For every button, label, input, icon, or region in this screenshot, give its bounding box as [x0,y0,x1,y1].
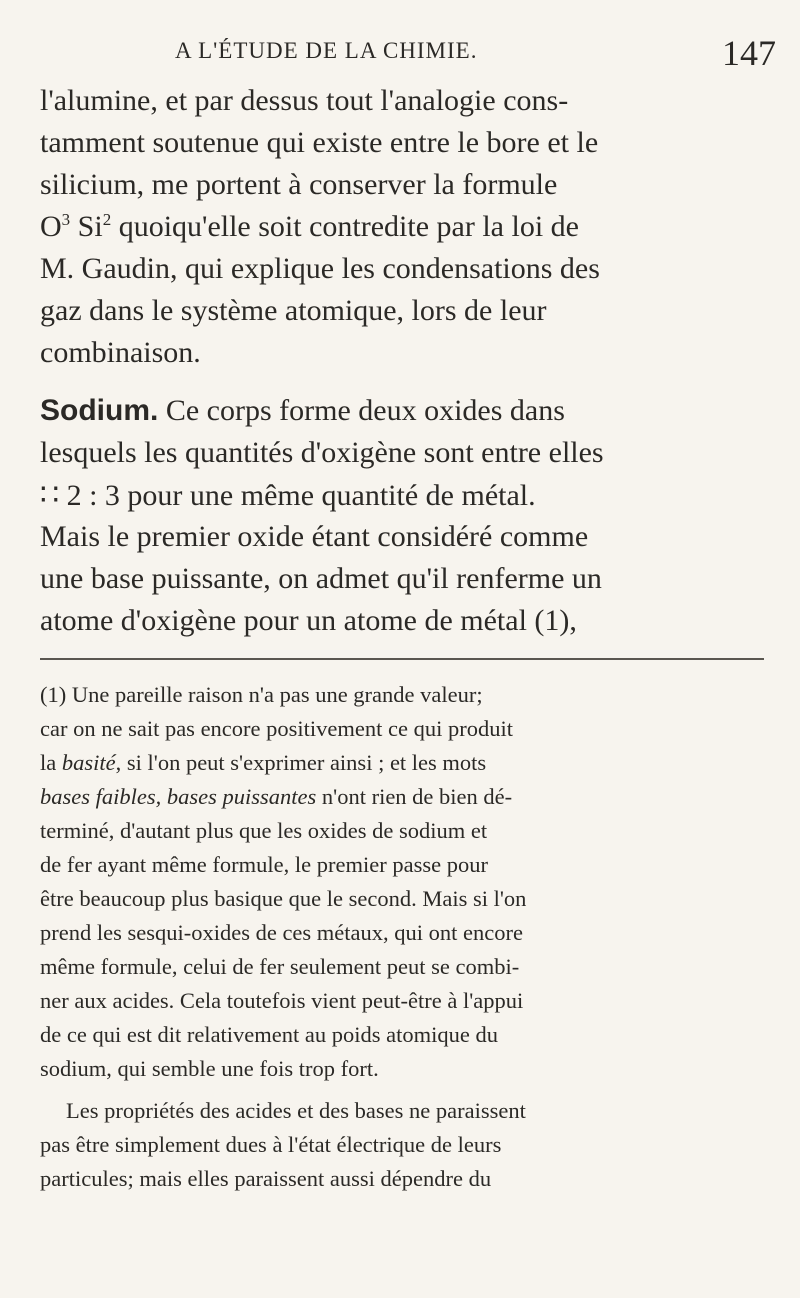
body-line: Mais le premier oxide étant considéré comme [40,520,589,553]
body-line-formula [40,210,579,244]
footnote-line: (1) Une pareille raison n'a pas une grande valeur; [40,682,483,707]
footnote-italic: bases faibles, bases puissantes [40,784,317,809]
footnote-line [40,750,486,776]
formula-symbol: Si [70,210,103,243]
footnote-line: particules; mais elles paraissent aussi dépendre du [40,1166,492,1191]
body-line: combinaison. [40,336,201,369]
footnote-text: , si l'on peut s'exprimer ainsi ; et les mots [115,750,487,775]
footnote-line: même formule, celui de fer seulement peut se combi- [40,954,520,979]
footnote-line: être beaucoup plus basique que le second. Mais si l'on [40,886,527,911]
body-line: l'alumine, et par dessus tout l'analogie cons- [40,84,569,117]
body-line: silicium, me portent à conserver la formule [40,168,558,201]
footnote-line: sodium, qui semble une fois trop fort. [40,1056,379,1081]
body-line: M. Gaudin, qui explique les condensations des [40,252,600,285]
body-line: ∷ 2 : 3 pour une même quantité de métal. [40,479,536,512]
footnote-line: prend les sesqui-oxides de ces métaux, qui ont encore [40,920,523,945]
footnote-line: Les propriétés des acides et des bases ne paraissent [66,1098,526,1123]
formula-subscript: 3 [61,210,71,229]
footnote-line [40,784,512,810]
footnote-line: ner aux acides. Cela toutefois vient peut-être à l'appui [40,988,524,1013]
footnote-line: de ce qui est dit relativement au poids atomique du [40,1022,498,1047]
footnote-line: de fer ayant même formule, le premier passe pour [40,852,488,877]
body-line: atome d'oxigène pour un atome de métal (1), [40,604,577,637]
footnote-line: car on ne sait pas encore positivement ce qui produit [40,716,513,741]
footnote-line: terminé, d'autant plus que les oxides de sodium et [40,818,488,843]
body-text: Ce corps forme deux oxides dans [158,394,565,427]
footnote-text: n'ont rien de bien dé- [316,784,513,809]
footnote-text: la [40,750,62,775]
running-title: A L'ÉTUDE DE LA CHIMIE. [175,38,478,63]
footnote-line: pas être simplement dues à l'état électrique de leurs [40,1132,502,1157]
formula-subscript: 2 [102,210,112,229]
running-head [0,33,800,78]
body-line: gaz dans le système atomique, lors de leur [40,294,547,327]
page-number: 147 [722,33,776,73]
footnote-divider [40,658,764,660]
formula-symbol: O [40,210,62,243]
body-line-lead [40,394,565,428]
body-line: lesquels les quantités d'oxigène sont entre elles [40,436,604,469]
footnote-italic: basité [61,750,116,775]
body-text: quoiqu'elle soit contredite par la loi de [111,210,579,243]
section-lead-sodium: Sodium. [40,394,159,427]
body-line: tamment soutenue qui existe entre le bore et le [40,126,599,159]
body-line: une base puissante, on admet qu'il renferme un [40,562,602,595]
